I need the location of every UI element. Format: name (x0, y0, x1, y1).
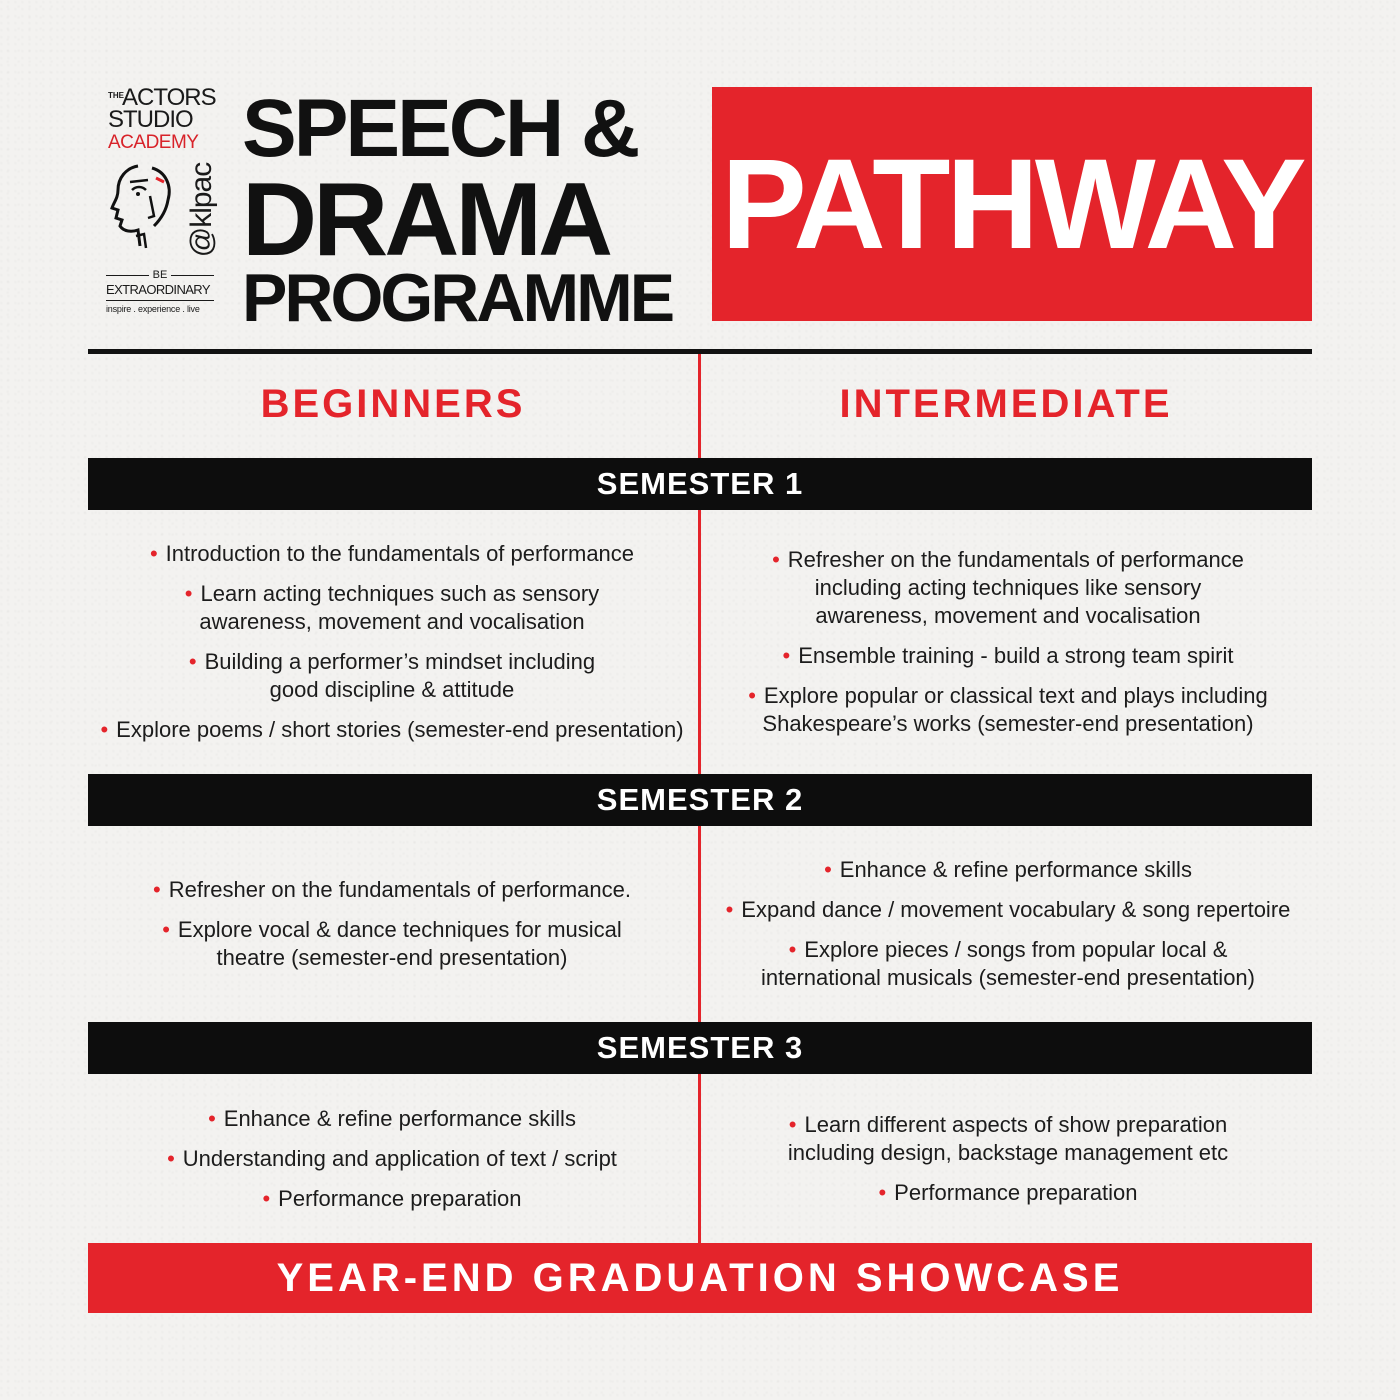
bullet-icon: • (153, 877, 161, 902)
column-heading-beginners: BEGINNERS (260, 382, 526, 426)
bullet-icon: • (188, 649, 197, 674)
logo-actors-text: ACTORS (122, 84, 216, 111)
list-item (100, 716, 683, 744)
list-item-text: Shakespeare’s works (semester-end presentation) (762, 711, 1254, 736)
list-item-text: Refresher on the fundamentals of performance. (168, 877, 631, 902)
list-item-text: Building a performer’s mindset including (204, 649, 596, 674)
logo-klpac (186, 156, 218, 264)
list-item (185, 580, 599, 636)
pathway-banner-text: PATHWAY (721, 132, 1303, 276)
logo-tagline-rule (106, 300, 214, 301)
list-item (782, 642, 1233, 670)
title-line-2: DRAMA (242, 162, 610, 278)
bullet-icon: • (772, 547, 780, 572)
semester-1-bar: SEMESTER 1 (88, 458, 1312, 510)
logo-be-text: BE (152, 269, 168, 281)
list-item (772, 546, 1244, 630)
programme-title (242, 83, 682, 336)
bullet-icon: • (167, 1145, 175, 1171)
list-item (162, 916, 622, 972)
logo-tagline: inspire . experience . live (106, 304, 200, 314)
list-item-text: Learn different aspects of show preparation (804, 1111, 1228, 1137)
list-item-text: Ensemble training - build a strong team spirit (798, 643, 1234, 668)
list-item-text: Refresher on the fundamentals of performance (787, 547, 1244, 572)
list-item-text: including acting techniques like sensory (814, 575, 1202, 600)
list-item (262, 1185, 521, 1213)
list-item (748, 682, 1268, 738)
list-item (153, 876, 631, 904)
bullet-icon: • (782, 643, 791, 668)
bullet-icon: • (100, 717, 109, 742)
list-item (824, 856, 1192, 884)
list-item-text: Learn acting techniques such as sensory (200, 581, 600, 606)
list-item (726, 896, 1291, 924)
list-item-text: good discipline & attitude (269, 677, 515, 702)
list-item (788, 1111, 1228, 1167)
list-item-text: Explore vocal & dance techniques for musical (177, 917, 622, 942)
bullet-icon: • (149, 541, 158, 566)
semester-1-beginners-list (92, 510, 692, 774)
logo-academy-text: ACADEMY (108, 132, 199, 153)
bullet-icon: • (162, 917, 170, 942)
list-item-text: awareness, movement and vocalisation (815, 603, 1201, 628)
logo-rule-left (106, 275, 149, 276)
column-heading-intermediate: INTERMEDIATE (839, 382, 1173, 426)
list-item-text: Explore pieces / songs from popular local & (804, 937, 1228, 962)
bullet-icon: • (262, 1185, 271, 1211)
list-item-text: awareness, movement and vocalisation (199, 609, 585, 634)
list-item-text: Enhance & refine performance skills (223, 1105, 576, 1131)
bullet-icon: • (748, 683, 756, 708)
list-item-text: Introduction to the fundamentals of performance (165, 541, 635, 566)
semester-2-beginners-list (92, 826, 692, 1022)
bullet-icon: • (824, 857, 832, 882)
logo-extraordinary-text: EXTRAORDINARY (106, 282, 210, 297)
list-item-text: Expand dance / movement vocabulary & song repertoire (741, 897, 1291, 922)
semester-3-intermediate-list (706, 1074, 1310, 1243)
semester-3-beginners-list (92, 1074, 692, 1243)
semester-2-bar: SEMESTER 2 (88, 774, 1312, 826)
title-line-1: SPEECH & (242, 83, 638, 174)
logo-the-text: THE (108, 91, 124, 100)
logo-rule-right (171, 275, 214, 276)
list-item (208, 1105, 576, 1133)
list-item (167, 1145, 617, 1173)
list-item-text: including design, backstage management etc (787, 1139, 1229, 1165)
bullet-icon: • (208, 1105, 216, 1131)
list-item-text: Enhance & refine performance skills (839, 857, 1192, 882)
graduation-showcase-banner: YEAR-END GRADUATION SHOWCASE (88, 1243, 1312, 1313)
pathway-banner (712, 87, 1312, 321)
bullet-icon: • (788, 1111, 797, 1137)
bullet-icon: • (184, 581, 193, 606)
list-item-text: international musicals (semester-end presentation) (760, 965, 1255, 990)
list-item (761, 936, 1255, 992)
list-item-text: Explore popular or classical text and plays including (763, 683, 1268, 708)
logo-klpac-text: @klpac (185, 162, 218, 258)
bullet-icon: • (788, 937, 797, 962)
bullet-icon: • (878, 1179, 887, 1205)
list-item-text: Performance preparation (278, 1185, 522, 1211)
bullet-icon: • (725, 897, 734, 922)
semester-3-bar: SEMESTER 3 (88, 1022, 1312, 1074)
logo-be-row (106, 268, 214, 282)
list-item (878, 1179, 1137, 1207)
logo-studio-text: STUDIO (108, 106, 193, 133)
academy-logo (104, 86, 220, 326)
list-item-text: Explore poems / short stories (semester-end presentation) (116, 717, 684, 742)
list-item (189, 648, 595, 704)
list-item-text: Understanding and application of text / script (182, 1145, 617, 1171)
theatre-face-icon (108, 160, 176, 252)
title-line-3: PROGRAMME (242, 260, 673, 336)
semester-1-intermediate-list (706, 510, 1310, 774)
list-item-text: Performance preparation (894, 1179, 1138, 1205)
list-item (150, 540, 634, 568)
semester-2-intermediate-list (706, 826, 1310, 1022)
list-item-text: theatre (semester-end presentation) (216, 945, 568, 970)
